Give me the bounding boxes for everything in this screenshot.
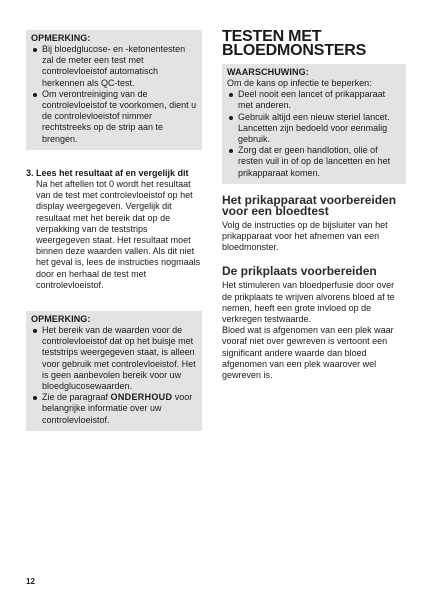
maintenance-reference: ONDERHOUD <box>110 392 173 403</box>
warning-item: Gebruik altijd een nieuw steriel lancet. Lancetten zijn bedoeld voor eenmalig gebruik. <box>227 112 401 146</box>
note-text: voor belangrijke informatie over uw controlevloeistof. <box>42 392 193 425</box>
note-item: Het bereik van de waarden voor de controlevloeistof dat op het buisje met teststrips weergegeven staat, is alleen voor gebruik met controlevloeistof. Het is geen aanbevolen bereik voor uw bloedglucosewaarden. <box>31 325 197 392</box>
step-3 <box>26 168 202 291</box>
note-text: Zie de paragraaf <box>42 392 111 403</box>
warning-title: WAARSCHUWING: <box>227 67 309 77</box>
page-number: 12 <box>26 577 35 586</box>
note-title: OPMERKING: <box>31 33 91 43</box>
note-box-range <box>26 311 202 431</box>
warning-list <box>227 89 401 179</box>
note-item: Om verontreiniging van de controlevloeistof te voorkomen, dient u de controlevloeistof nimmer rechtstreeks op de strip aan te brengen. <box>31 89 197 145</box>
section-lancing-device <box>222 192 406 254</box>
warning-box <box>222 64 406 184</box>
section-puncture-site <box>222 266 406 381</box>
section-text: Bloed wat is afgenomen van een plek waar vooraf niet over gewreven is vertoont een significant andere waarde dan bloed afgenomen van een plek waarover wel gewreven is. <box>222 325 394 381</box>
note-item: Bij bloedglucose- en -ketonentesten zal de meter een test met controlevloeistof automatisch herkennen als QC-test. <box>31 44 197 89</box>
warning-item: Deel nooit een lancet of prikapparaat met anderen. <box>227 89 401 111</box>
page-title: TESTEN MET BLOEDMONSTERS <box>222 28 367 59</box>
section-heading: De prikplaats voorbereiden <box>222 264 377 279</box>
section-text: Volg de instructies op de bijsluiter van het prikapparaat voor het afnemen van een bloedmonster. <box>222 219 388 253</box>
step-heading: Lees het resultaat af en vergelijk dit <box>36 167 189 178</box>
right-column <box>222 30 406 381</box>
section-heading: Het prikapparaat voorbereiden voor een bloedtest <box>222 192 397 218</box>
note-list <box>31 44 197 145</box>
warning-item: Zorg dat er geen handlotion, olie of resten vuil in of op de lancetten en het prikapparaat komen. <box>227 145 401 179</box>
left-column <box>26 30 202 431</box>
note-box-qc <box>26 30 202 150</box>
section-text: Het stimuleren van bloedperfusie door over de prikplaats te wrijven alvorens bloed af te nemen, heeft een grote invloed op de verkregen testwaarde. <box>222 280 395 325</box>
note-list <box>31 325 197 426</box>
step-text: Na het aftellen tot 0 wordt het resultaat van de test met controlevloeistof op het display weergegeven. Vergelijk dit resultaat met het bereik dat op de verpakking van de teststrips weergegeven staat. Het resultaat moet binnen deze waarden vallen. Als dit niet het geval is, lees de instructies nogmaals door en herhaal de test met controlevloeistof. <box>36 179 201 290</box>
warning-intro: Om de kans op infectie te beperken: <box>227 78 372 88</box>
note-item-maintenance <box>31 392 197 426</box>
note-title: OPMERKING: <box>31 314 91 325</box>
step-number: 3. <box>26 167 34 178</box>
